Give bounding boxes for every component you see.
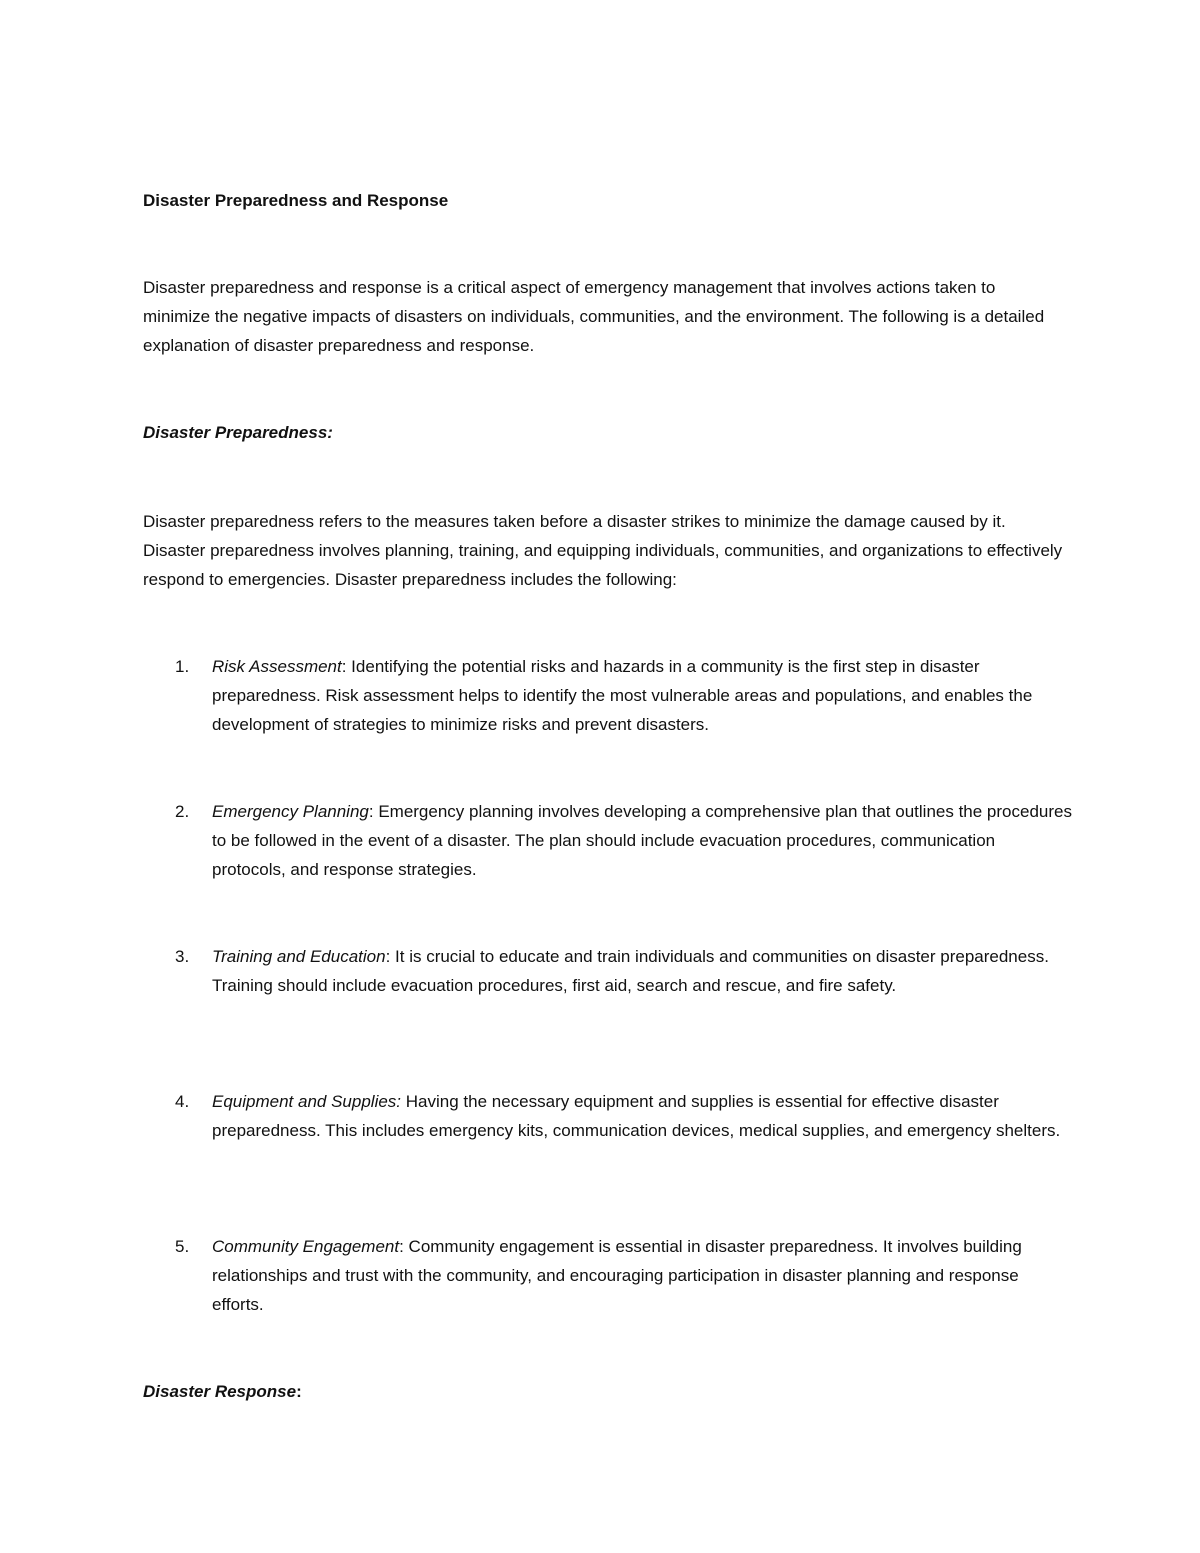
list-item-body [212,797,1072,884]
list-item-body [212,1232,1072,1319]
list-item-text: : Emergency planning involves developing a comprehensive plan that outlines the procedures to be followed in the event of a disaster. The plan should include evacuation procedures, communication protocols, and response strategies. [212,802,1072,879]
list-item-number: 2. [175,802,190,821]
response-heading-colon: : [296,1382,302,1401]
list-item-text: : Identifying the potential risks and hazards in a community is the first step in disaster preparedness. Risk assessment helps to identify the most vulnerable areas and populations, and enables the development of strategies to minimize risks and prevent disasters. [212,657,1033,734]
list-item-text: : Community engagement is essential in disaster preparedness. It involves building relationships and trust with the community, and encouraging participation in disaster planning and response efforts. [212,1237,1022,1314]
list-item-term: Risk Assessment [212,657,342,676]
list-item-term: Community Engagement [212,1237,400,1256]
intro-paragraph: Disaster preparedness and response is a critical aspect of emergency management that involves actions taken to minimize the negative impacts of disasters on individuals, communities, and the environment. The following is a detailed explanation of disaster preparedness and response. [143,278,1045,355]
list-item-term: Equipment and Supplies: [212,1092,402,1111]
list-item-number: 1. [175,657,190,676]
list-item-body [212,1087,1072,1145]
list-item-text: : It is crucial to educate and train individuals and communities on disaster preparedness. Training should include evacuation procedures, first aid, search and rescue, and fire safety. [212,947,1049,995]
response-heading-label: Disaster Response [143,1382,297,1401]
list-item-term: Emergency Planning [212,802,369,821]
list-item-text: Having the necessary equipment and supplies is essential for effective disaster preparedness. This includes emergency kits, communication devices, medical supplies, and emergency shelters. [212,1092,1061,1140]
list-item-body [212,942,1072,1000]
list-item-term: Training and Education [212,947,386,966]
preparedness-paragraph: Disaster preparedness refers to the measures taken before a disaster strikes to minimize the damage caused by it. Disaster preparedness involves planning, training, and equipping individuals, communities, and organizations to effectively respond to emergencies. Disaster preparedness includes the following: [143,512,1063,589]
preparedness-heading: Disaster Preparedness: [143,423,333,442]
response-heading [143,1377,1063,1406]
list-item-number: 3. [175,947,190,966]
list-item-number: 4. [175,1092,190,1111]
list-item-number: 5. [175,1237,190,1256]
list-item-body [212,652,1072,739]
document-title: Disaster Preparedness and Response [143,191,449,210]
